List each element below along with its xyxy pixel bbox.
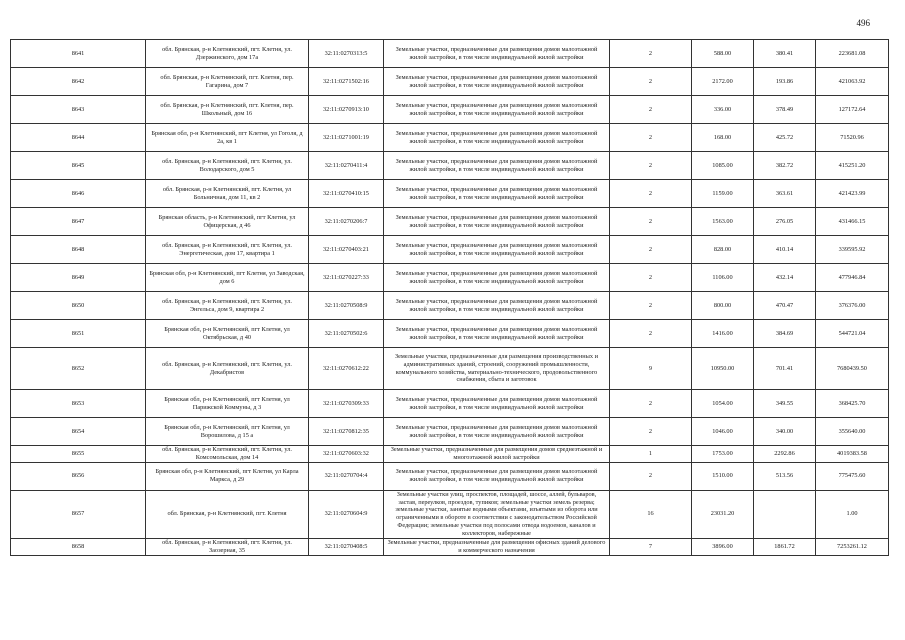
- cell-area: 1054.00: [692, 390, 754, 418]
- cell-cadastral-value: 7680439.50: [816, 348, 889, 390]
- cell-record-number: 8658: [11, 538, 146, 555]
- cell-group-number: 2: [610, 152, 692, 180]
- table-row: [11, 40, 889, 68]
- cell-cadastral-value: 421423.99: [816, 180, 889, 208]
- cell-cadastral-number: 32:11:0270508:9: [309, 292, 384, 320]
- cell-land-purpose: Земельные участки, предназначенные для размещения офисных зданий делового и коммерческого назначения: [384, 538, 610, 555]
- cell-record-number: 8654: [11, 418, 146, 446]
- cell-specific-value: 382.72: [754, 152, 816, 180]
- cell-specific-value: 384.69: [754, 320, 816, 348]
- cell-record-number: 8649: [11, 264, 146, 292]
- cell-area: 10950.00: [692, 348, 754, 390]
- cell-specific-value: 193.86: [754, 68, 816, 96]
- table-row: [11, 538, 889, 555]
- cell-group-number: 2: [610, 292, 692, 320]
- cell-land-purpose: Земельные участки, предназначенные для размещения домов малоэтажной жилой застройки, в том числе индивидуальной жилой застройки: [384, 208, 610, 236]
- cell-group-number: 9: [610, 348, 692, 390]
- table-body: [11, 40, 889, 556]
- cell-cadastral-number: 32:11:0270603:32: [309, 446, 384, 463]
- cell-land-purpose: Земельные участки, предназначенные для размещения домов малоэтажной жилой застройки, в том числе индивидуальной жилой застройки: [384, 264, 610, 292]
- cell-land-purpose: Земельные участки, предназначенные для размещения домов малоэтажной жилой застройки, в том числе индивидуальной жилой застройки: [384, 418, 610, 446]
- table-row: [11, 292, 889, 320]
- cell-cadastral-value: 544721.04: [816, 320, 889, 348]
- cell-group-number: 2: [610, 40, 692, 68]
- cell-cadastral-value: 376376.00: [816, 292, 889, 320]
- cell-record-number: 8656: [11, 462, 146, 490]
- cell-area: 1085.00: [692, 152, 754, 180]
- table-row: [11, 490, 889, 538]
- table-row: [11, 96, 889, 124]
- cell-cadastral-number: 32:11:0270403:21: [309, 236, 384, 264]
- cell-area: 1510.00: [692, 462, 754, 490]
- cell-area: 800.00: [692, 292, 754, 320]
- cell-specific-value: 1861.72: [754, 538, 816, 555]
- cell-address: обл. Брянская, р-н Клетнянский, пгт. Клетня, ул. Энгельса, дом 9, квартира 2: [146, 292, 309, 320]
- cell-cadastral-value: 4019383.58: [816, 446, 889, 463]
- cell-specific-value: 410.14: [754, 236, 816, 264]
- table-row: [11, 320, 889, 348]
- cell-cadastral-value: 223681.08: [816, 40, 889, 68]
- cell-cadastral-value: 127172.64: [816, 96, 889, 124]
- cell-area: 168.00: [692, 124, 754, 152]
- cell-land-purpose: Земельные участки, предназначенные для размещения домов малоэтажной жилой застройки, в том числе индивидуальной жилой застройки: [384, 390, 610, 418]
- cell-cadastral-value: 339595.92: [816, 236, 889, 264]
- cell-specific-value: 380.41: [754, 40, 816, 68]
- cell-record-number: 8641: [11, 40, 146, 68]
- cell-address: обл. Брянская, р-н Клетнянский, пгт. Клетня, ул. Дзержинского, дом 17а: [146, 40, 309, 68]
- cell-area: 1106.00: [692, 264, 754, 292]
- table-row: [11, 446, 889, 463]
- cell-cadastral-number: 32:11:0270408:5: [309, 538, 384, 555]
- cell-address: Брянская обл, р-н Клетнянский, пгт Клетня, ул Ворошилова, д 15 а: [146, 418, 309, 446]
- cell-area: 588.00: [692, 40, 754, 68]
- cell-area: 1563.00: [692, 208, 754, 236]
- table-row: [11, 152, 889, 180]
- cell-group-number: 16: [610, 490, 692, 538]
- table-row: [11, 180, 889, 208]
- cell-area: 828.00: [692, 236, 754, 264]
- cell-cadastral-number: 32:11:0270411:4: [309, 152, 384, 180]
- cell-cadastral-number: 32:11:0271502:16: [309, 68, 384, 96]
- cell-record-number: 8657: [11, 490, 146, 538]
- cell-address: обл. Брянская, р-н Клетнянский, пгт. Клетня, ул. Энергетическая, дом 17, квартира 1: [146, 236, 309, 264]
- cell-cadastral-value: 775475.60: [816, 462, 889, 490]
- cell-cadastral-value: 355640.00: [816, 418, 889, 446]
- cell-cadastral-number: 32:11:0270704:4: [309, 462, 384, 490]
- cell-cadastral-value: 415251.20: [816, 152, 889, 180]
- cell-address: Брянская обл, р-н Клетнянский, пгт Клетня, ул Карла Маркса, д 29: [146, 462, 309, 490]
- cell-land-purpose: Земельные участки, предназначенные для размещения домов малоэтажной жилой застройки, в том числе индивидуальной жилой застройки: [384, 292, 610, 320]
- cell-group-number: 2: [610, 180, 692, 208]
- table-row: [11, 124, 889, 152]
- page-number: 496: [856, 18, 870, 28]
- cell-record-number: 8644: [11, 124, 146, 152]
- cell-address: Брянская обл, р-н Клетнянский, пгт Клетня, ул Октябрьская, д 40: [146, 320, 309, 348]
- cell-address: обл. Брянская, р-н Клетнянский, пгт. Клетня, пер. Гагарина, дом 7: [146, 68, 309, 96]
- cell-cadastral-number: 32:11:0270309:33: [309, 390, 384, 418]
- cell-group-number: 2: [610, 462, 692, 490]
- cell-cadastral-number: 32:11:0271001:19: [309, 124, 384, 152]
- cell-area: 1046.00: [692, 418, 754, 446]
- cell-record-number: 8655: [11, 446, 146, 463]
- cell-address: Брянская обл, р-н Клетнянский, пгт Клетня, ул Гоголя, д 2а, кв 1: [146, 124, 309, 152]
- cell-address: обл. Брянская, р-н Клетнянский, пгт. Клетня, пер. Школьный, дом 16: [146, 96, 309, 124]
- cell-land-purpose: Земельные участки, предназначенные для размещения домов среднеэтажной и многоэтажной жилой застройки: [384, 446, 610, 463]
- cell-group-number: 2: [610, 418, 692, 446]
- cell-address: обл. Брянская, р-н Клетнянский, пгт. Клетня, ул. Заозерная, 35: [146, 538, 309, 555]
- cell-record-number: 8652: [11, 348, 146, 390]
- cell-cadastral-number: 32:11:0270913:10: [309, 96, 384, 124]
- cell-group-number: 2: [610, 320, 692, 348]
- table-row: [11, 236, 889, 264]
- cell-area: 2172.00: [692, 68, 754, 96]
- cell-specific-value: 378.49: [754, 96, 816, 124]
- cell-group-number: 2: [610, 68, 692, 96]
- cell-record-number: 8653: [11, 390, 146, 418]
- cell-land-purpose: Земельные участки, предназначенные для размещения домов малоэтажной жилой застройки, в том числе индивидуальной жилой застройки: [384, 40, 610, 68]
- cell-group-number: 2: [610, 236, 692, 264]
- cell-cadastral-number: 32:11:0270612:22: [309, 348, 384, 390]
- cell-record-number: 8651: [11, 320, 146, 348]
- cell-land-purpose: Земельные участки, предназначенные для размещения домов малоэтажной жилой застройки, в том числе индивидуальной жилой застройки: [384, 462, 610, 490]
- cell-record-number: 8643: [11, 96, 146, 124]
- cell-record-number: 8645: [11, 152, 146, 180]
- table-row: [11, 264, 889, 292]
- cell-land-purpose: Земельные участки, предназначенные для размещения домов малоэтажной жилой застройки, в том числе индивидуальной жилой застройки: [384, 152, 610, 180]
- cell-record-number: 8648: [11, 236, 146, 264]
- table-row: [11, 208, 889, 236]
- cell-cadastral-value: 477946.84: [816, 264, 889, 292]
- cell-area: 1753.00: [692, 446, 754, 463]
- cell-cadastral-value: 421063.92: [816, 68, 889, 96]
- cell-land-purpose: Земельные участки, предназначенные для размещения домов малоэтажной жилой застройки, в том числе индивидуальной жилой застройки: [384, 180, 610, 208]
- cell-record-number: 8646: [11, 180, 146, 208]
- cell-land-purpose: Земельные участки, предназначенные для размещения производственных и административных зданий, строений, сооружений промышленности, коммунального хозяйства, материально-технического, продовольственного снабжения, сбыта и заготовок: [384, 348, 610, 390]
- cell-land-purpose: Земельные участки, предназначенные для размещения домов малоэтажной жилой застройки, в том числе индивидуальной жилой застройки: [384, 124, 610, 152]
- cell-record-number: 8647: [11, 208, 146, 236]
- table-row: [11, 390, 889, 418]
- cell-land-purpose: Земельные участки, предназначенные для размещения домов малоэтажной жилой застройки, в том числе индивидуальной жилой застройки: [384, 68, 610, 96]
- cell-address: Брянская область, р-н Клетнянский, пгт Клетня, ул Офицерская, д 46: [146, 208, 309, 236]
- cell-specific-value: 349.55: [754, 390, 816, 418]
- cell-group-number: 2: [610, 208, 692, 236]
- cell-specific-value: 276.05: [754, 208, 816, 236]
- cell-specific-value: [754, 490, 816, 538]
- cell-group-number: 2: [610, 96, 692, 124]
- cell-land-purpose: Земельные участки, предназначенные для размещения домов малоэтажной жилой застройки, в том числе индивидуальной жилой застройки: [384, 96, 610, 124]
- cell-address: Брянская обл, р-н Клетнянский, пгт Клетня, ул Заводская, дом 6: [146, 264, 309, 292]
- table-row: [11, 418, 889, 446]
- cell-cadastral-number: 32:11:0270313:5: [309, 40, 384, 68]
- cell-specific-value: 425.72: [754, 124, 816, 152]
- cell-area: 23031.20: [692, 490, 754, 538]
- cell-specific-value: 513.56: [754, 462, 816, 490]
- cell-cadastral-number: 32:11:0270604:9: [309, 490, 384, 538]
- cell-group-number: 2: [610, 124, 692, 152]
- cell-area: 3896.00: [692, 538, 754, 555]
- cell-cadastral-value: 71520.96: [816, 124, 889, 152]
- cell-cadastral-number: 32:11:0270812:35: [309, 418, 384, 446]
- cell-area: 1159.00: [692, 180, 754, 208]
- cell-address: обл. Брянская, р-н Клетнянский, пгт. Клетня, ул. Володарского, дом 5: [146, 152, 309, 180]
- cell-cadastral-value: 368425.70: [816, 390, 889, 418]
- cell-area: 1416.00: [692, 320, 754, 348]
- cell-address: обл. Брянская, р-н Клетнянский, пгт. Клетня, ул Больничная, дом 11, кв 2: [146, 180, 309, 208]
- cell-address: Брянская обл, р-н Клетнянский, пгт Клетня, ул Парижской Коммуны, д 3: [146, 390, 309, 418]
- table-row: [11, 462, 889, 490]
- cell-group-number: 2: [610, 390, 692, 418]
- cell-cadastral-value: 431466.15: [816, 208, 889, 236]
- cell-group-number: 7: [610, 538, 692, 555]
- cell-specific-value: 470.47: [754, 292, 816, 320]
- table-row: [11, 68, 889, 96]
- cell-address: обл. Брянская, р-н Клетнянский, пгт. Клетня, ул. Декабристов: [146, 348, 309, 390]
- cell-cadastral-number: 32:11:0270502:6: [309, 320, 384, 348]
- cell-group-number: 2: [610, 264, 692, 292]
- cell-specific-value: 340.00: [754, 418, 816, 446]
- cell-land-purpose: Земельные участки, предназначенные для размещения домов малоэтажной жилой застройки, в том числе индивидуальной жилой застройки: [384, 320, 610, 348]
- cell-group-number: 1: [610, 446, 692, 463]
- cell-record-number: 8642: [11, 68, 146, 96]
- cell-cadastral-number: 32:11:0270206:7: [309, 208, 384, 236]
- cell-land-purpose: Земельные участки улиц, проспектов, площадей, шоссе, аллей, бульваров, застав, переулков, проездов, тупиков; земельные участки земель резерва; земельные участки, занятые водными объектами, изъятыми из оборота или ограниченными в обороте в соответствии с законодательством Российской Федерации; земельные участки под полосами отвода водоемов, каналов и коллекторов, набережные: [384, 490, 610, 538]
- cell-address: обл. Брянская, р-н Клетнянский, пгт. Клетня: [146, 490, 309, 538]
- cell-cadastral-number: 32:11:0270227:33: [309, 264, 384, 292]
- cell-cadastral-value: 1.00: [816, 490, 889, 538]
- cell-cadastral-value: 7253261.12: [816, 538, 889, 555]
- cell-land-purpose: Земельные участки, предназначенные для размещения домов малоэтажной жилой застройки, в том числе индивидуальной жилой застройки: [384, 236, 610, 264]
- cell-area: 336.00: [692, 96, 754, 124]
- cell-specific-value: 432.14: [754, 264, 816, 292]
- cell-record-number: 8650: [11, 292, 146, 320]
- cadastral-value-table: [10, 39, 889, 556]
- cell-cadastral-number: 32:11:0270410:15: [309, 180, 384, 208]
- cell-specific-value: 2292.86: [754, 446, 816, 463]
- cell-specific-value: 701.41: [754, 348, 816, 390]
- cell-specific-value: 363.61: [754, 180, 816, 208]
- cell-address: обл. Брянская, р-н Клетнянский, пгт. Клетня, ул. Комсомольская, дом 14: [146, 446, 309, 463]
- table-row: [11, 348, 889, 390]
